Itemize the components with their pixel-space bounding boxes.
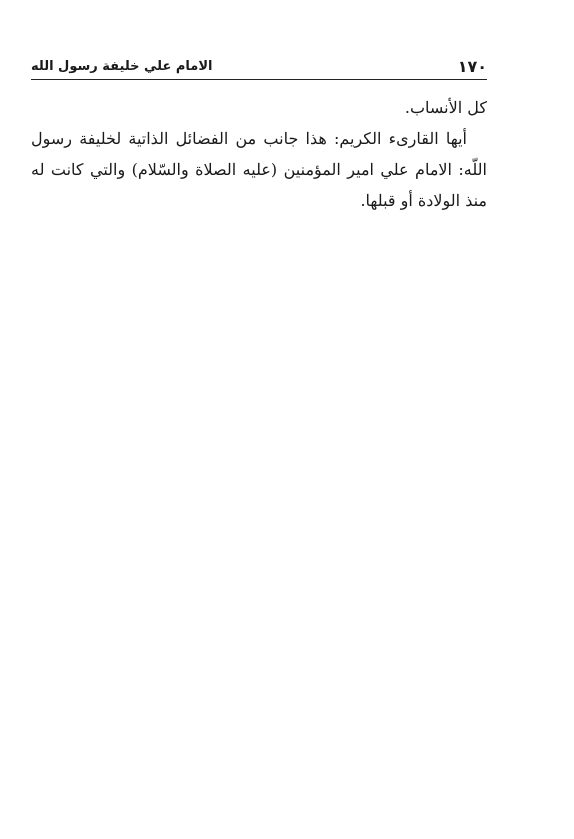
page-header xyxy=(31,56,487,80)
running-title: الامام علي خليفة رسول الله xyxy=(31,59,213,74)
page-number: ١٧٠ xyxy=(457,57,487,76)
paragraph-1: كل الأنساب. xyxy=(404,98,487,117)
header-rule xyxy=(31,79,487,80)
body-text xyxy=(31,92,487,216)
paragraph-2: أيها القارىء الكريم: هذا جانب من الفضائل الذاتية لخليفة رسول اللّه: الامام علي امير المؤمنين (عليه الصلاة والسّلام) والتي كانت له منذ الولادة أو قبلها. xyxy=(31,129,487,210)
